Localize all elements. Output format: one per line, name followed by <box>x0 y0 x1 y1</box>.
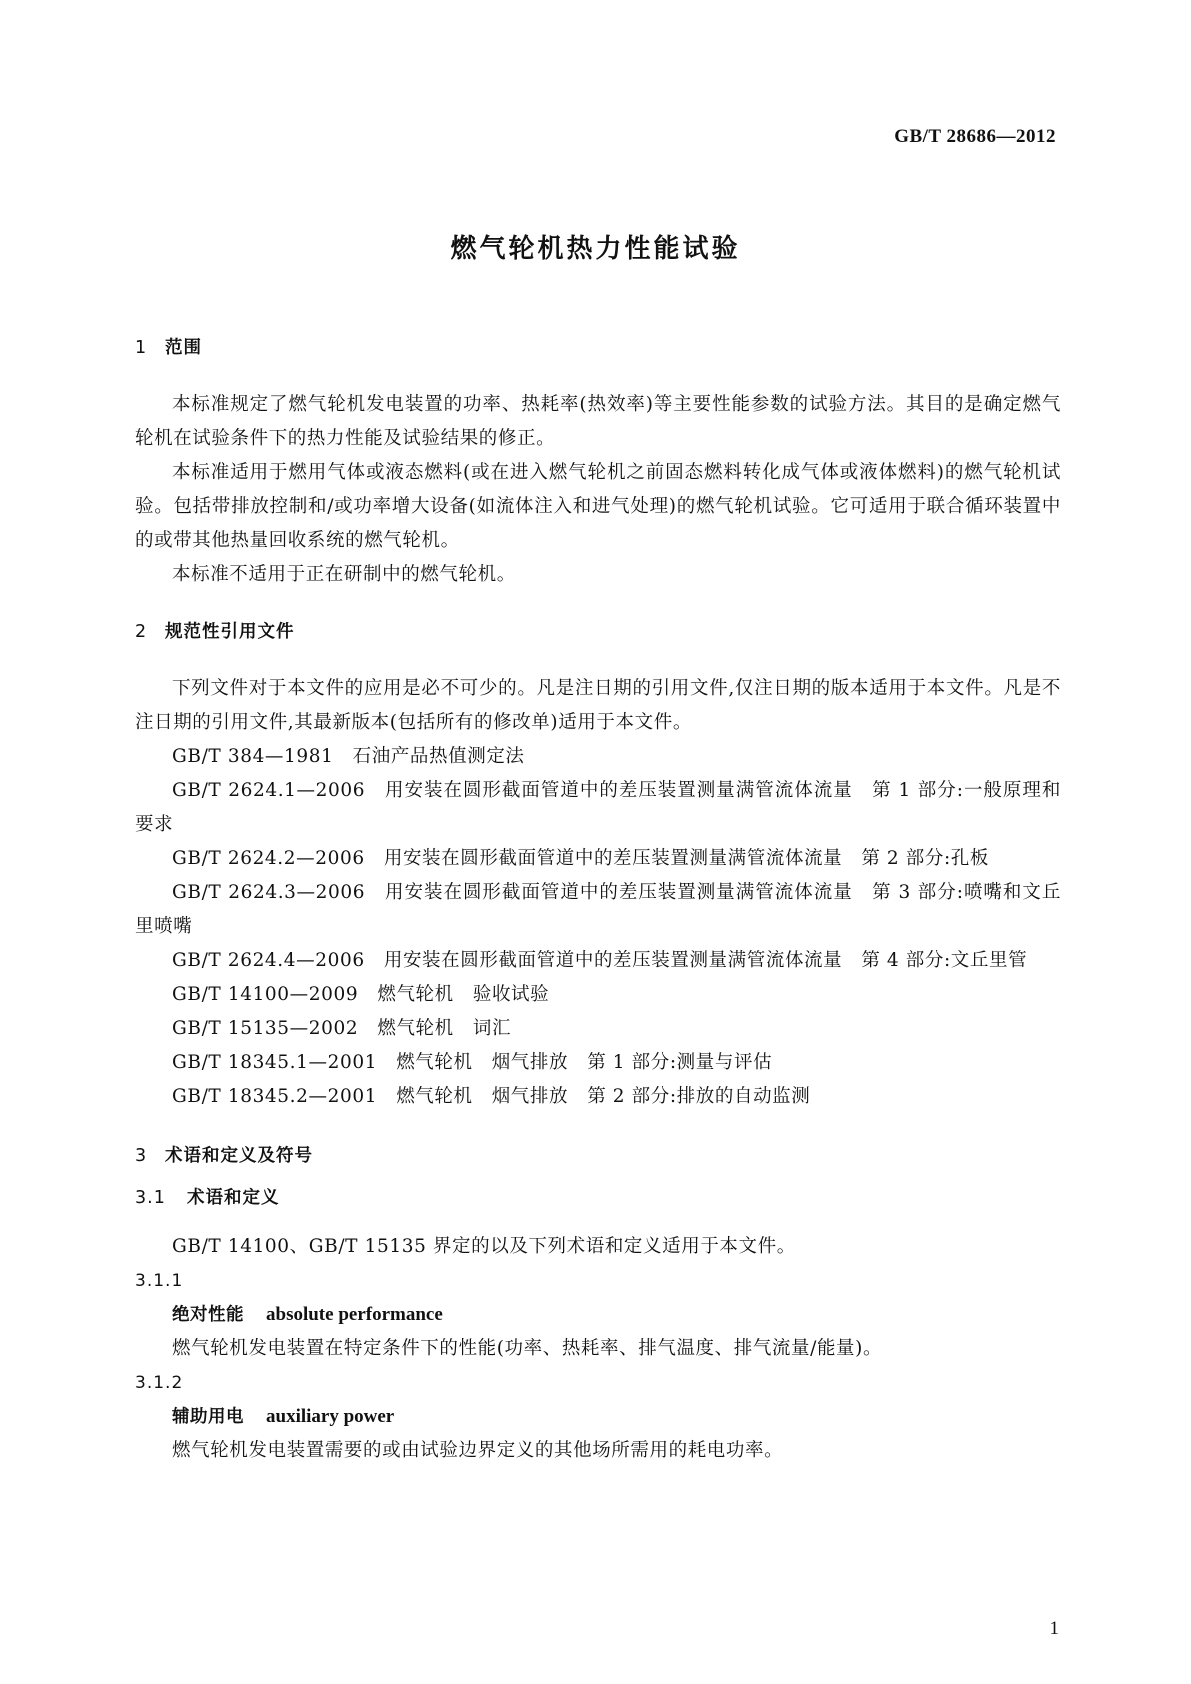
reference-item: GB/T 2624.3—2006 用安装在圆形截面管道中的差压装置测量满管流体流量 第 3 部分:喷嘴和文丘里喷嘴 <box>135 882 1061 937</box>
reference-item: GB/T 18345.2—2001 燃气轮机 烟气排放 第 2 部分:排放的自动监测 <box>172 1086 811 1107</box>
paragraph: 下列文件对于本文件的应用是必不可少的。凡是注日期的引用文件,仅注日期的版本适用于本文件。凡是不注日期的引用文件,其最新版本(包括所有的修改单)适用于本文件。 <box>135 678 1061 733</box>
section-3-heading <box>135 1142 1061 1170</box>
reference-item: GB/T 18345.1—2001 燃气轮机 烟气排放 第 1 部分:测量与评估 <box>172 1052 773 1073</box>
paragraph: 本标准规定了燃气轮机发电装置的功率、热耗率(热效率)等主要性能参数的试验方法。其目的是确定燃气轮机在试验条件下的热力性能及试验结果的修正。 <box>135 394 1061 449</box>
reference-item: GB/T 2624.4—2006 用安装在圆形截面管道中的差压装置测量满管流体流量 第 4 部分:文丘里管 <box>172 950 1028 971</box>
reference-item: GB/T 384—1981 石油产品热值测定法 <box>172 746 525 767</box>
reference-item: GB/T 2624.1—2006 用安装在圆形截面管道中的差压装置测量满管流体流量 第 1 部分:一般原理和要求 <box>135 780 1061 835</box>
reference-item: GB/T 14100—2009 燃气轮机 验收试验 <box>172 984 550 1005</box>
paragraph: 本标准不适用于正在研制中的燃气轮机。 <box>172 564 516 585</box>
paragraph: 本标准适用于燃用气体或液态燃料(或在进入燃气轮机之前固态燃料转化成气体或液体燃料)的燃气轮机试验。包括带排放控制和/或功率增大设备(如流体注入和进气处理)的燃气轮机试验。它可适用于联合循环装置中的或带其他热量回收系统的燃气轮机。 <box>135 462 1061 551</box>
section-2-heading <box>135 618 1061 646</box>
term-name-zh: 绝对性能 <box>172 1305 244 1325</box>
term-name-en: absolute performance <box>266 1304 443 1325</box>
subsection-3-1-heading <box>135 1184 1061 1212</box>
paragraph: GB/T 14100、GB/T 15135 界定的以及下列术语和定义适用于本文件。 <box>172 1236 796 1257</box>
term-number: 3.1.2 <box>135 1373 184 1393</box>
section-number: 1 <box>135 338 148 358</box>
section-number: 3 <box>135 1146 148 1166</box>
standard-code: GB/T 28686—2012 <box>894 126 1056 147</box>
section-title: 术语和定义及符号 <box>165 1146 313 1166</box>
term-name <box>135 1298 1061 1332</box>
term-name <box>135 1400 1061 1434</box>
section-title: 范围 <box>165 338 202 358</box>
term-number: 3.1.1 <box>135 1271 184 1291</box>
subsection-number: 3.1 <box>135 1188 166 1208</box>
term-name-zh: 辅助用电 <box>172 1407 244 1427</box>
section-title: 规范性引用文件 <box>165 622 295 642</box>
subsection-title: 术语和定义 <box>187 1188 280 1208</box>
reference-item: GB/T 2624.2—2006 用安装在圆形截面管道中的差压装置测量满管流体流量 第 2 部分:孔板 <box>172 848 990 869</box>
section-1-heading <box>135 334 1061 362</box>
page-number: 1 <box>1049 1618 1059 1639</box>
term-name-en: auxiliary power <box>266 1406 395 1427</box>
document-body <box>135 334 1061 1468</box>
term-definition: 燃气轮机发电装置在特定条件下的性能(功率、热耗率、排气温度、排气流量/能量)。 <box>172 1338 883 1359</box>
reference-item: GB/T 15135—2002 燃气轮机 词汇 <box>172 1018 512 1039</box>
section-number: 2 <box>135 622 148 642</box>
document-title: 燃气轮机热力性能试验 <box>450 234 741 264</box>
term-definition: 燃气轮机发电装置需要的或由试验边界定义的其他场所需用的耗电功率。 <box>172 1440 784 1461</box>
